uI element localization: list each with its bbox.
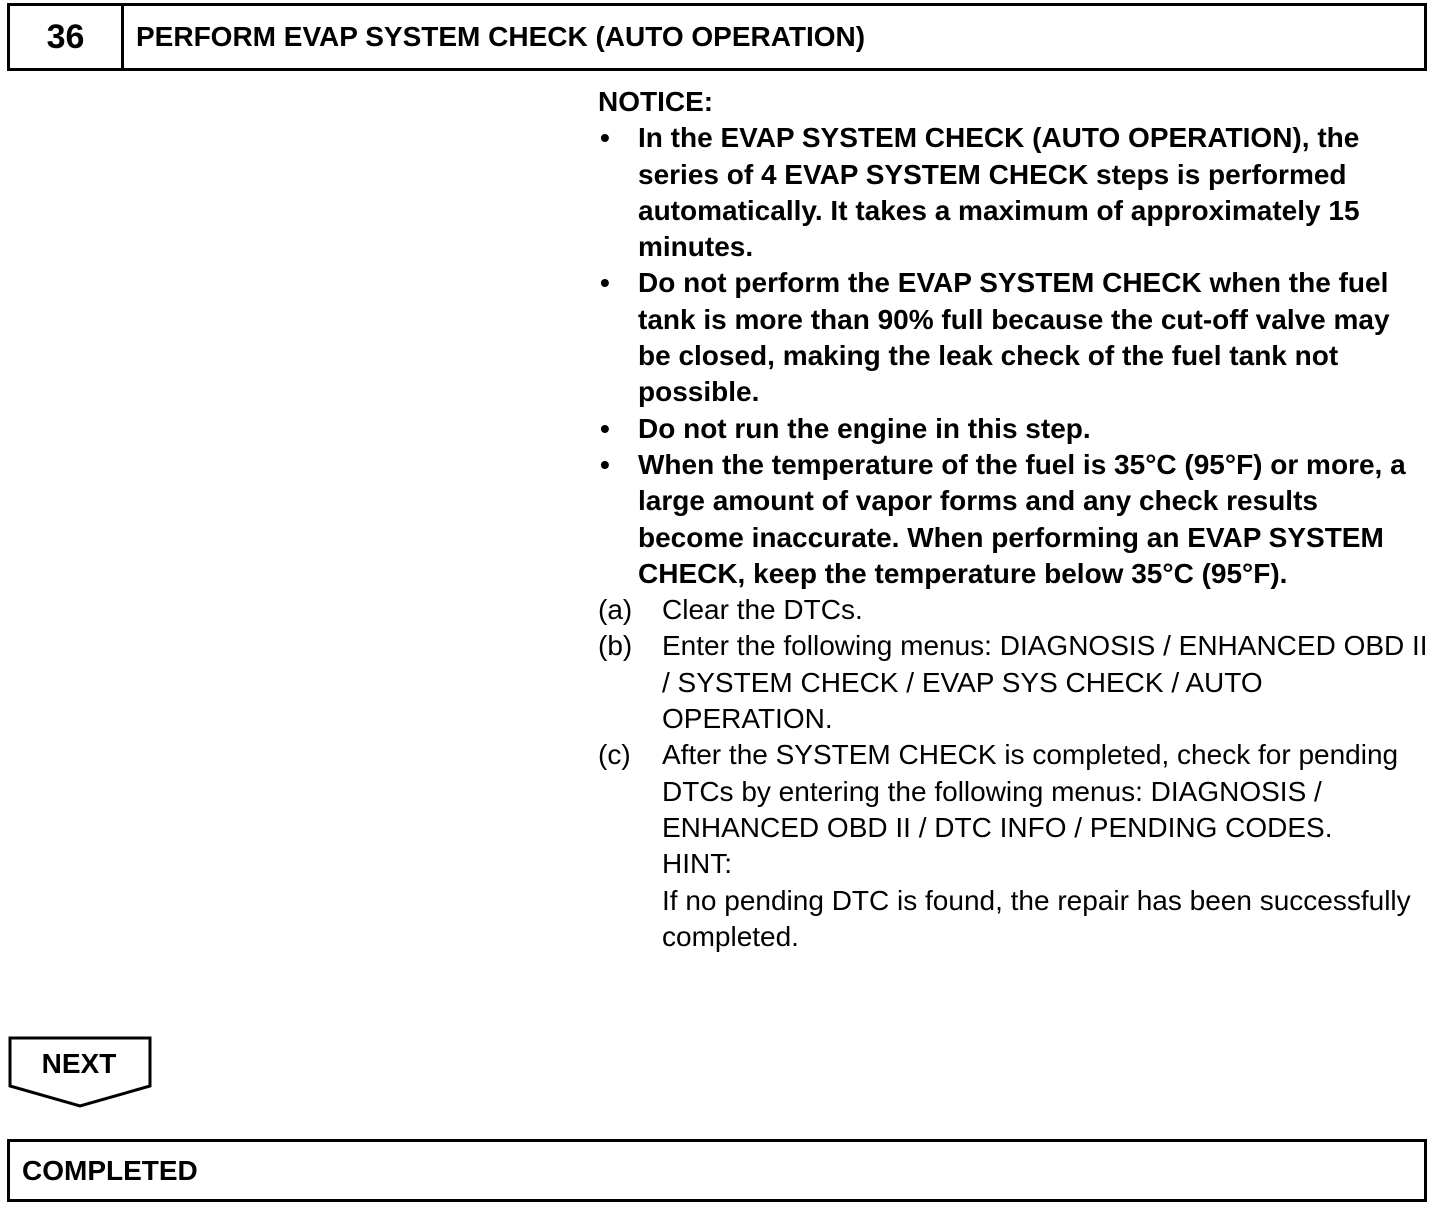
step-letter: (c) bbox=[598, 739, 631, 771]
notice-item bbox=[598, 447, 1428, 592]
notice-list bbox=[598, 120, 1428, 592]
bullet-icon: • bbox=[600, 448, 610, 480]
next-label: NEXT bbox=[41, 1048, 117, 1079]
completed-label: COMPLETED bbox=[22, 1154, 198, 1186]
notice-item bbox=[598, 411, 1428, 447]
procedure-content bbox=[598, 84, 1428, 955]
step-list bbox=[598, 592, 1428, 955]
notice-item bbox=[598, 120, 1428, 265]
step-letter: (b) bbox=[598, 630, 633, 662]
step-text: Enter the following menus: DIAGNOSIS / ENHANCED OBD II / SYSTEM CHECK / EVAP SYS CHECK / AUTO OPERATION. bbox=[662, 630, 1428, 735]
hint-label: HINT: bbox=[662, 848, 732, 880]
step-number: 36 bbox=[10, 6, 124, 68]
step-header bbox=[7, 3, 1427, 71]
notice-item-text: When the temperature of the fuel is 35°C (95°F) or more, a large amount of vapor forms and any check results become inaccurate. When performing an EVAP SYSTEM CHECK, keep the temperature below 35°C (95°F). bbox=[638, 448, 1406, 589]
step-item bbox=[598, 737, 1428, 955]
bullet-icon: • bbox=[600, 267, 610, 299]
notice-item bbox=[598, 265, 1428, 410]
completed-box bbox=[7, 1139, 1427, 1202]
bullet-icon: • bbox=[600, 412, 610, 444]
bullet-icon: • bbox=[600, 122, 610, 154]
step-text-block bbox=[662, 737, 1428, 955]
next-button[interactable] bbox=[8, 1036, 154, 1110]
step-text: Clear the DTCs. bbox=[662, 594, 863, 626]
step-text: After the SYSTEM CHECK is completed, check for pending DTCs by entering the following menus: DIAGNOSIS / ENHANCED OBD II / DTC INFO / PENDING CODES. bbox=[662, 739, 1399, 843]
step-title: PERFORM EVAP SYSTEM CHECK (AUTO OPERATION) bbox=[136, 21, 866, 52]
notice-item-text: Do not run the engine in this step. bbox=[638, 412, 1091, 444]
step-letter: (a) bbox=[598, 594, 633, 626]
notice-item-text: In the EVAP SYSTEM CHECK (AUTO OPERATION), the series of 4 EVAP SYSTEM CHECK steps is performed automatically. It takes a maximum of approximately 15 minutes. bbox=[638, 122, 1360, 263]
hint-text: If no pending DTC is found, the repair has been successfully completed. bbox=[662, 884, 1411, 952]
step-item bbox=[598, 628, 1428, 737]
step-item bbox=[598, 592, 1428, 628]
notice-title: NOTICE: bbox=[598, 86, 714, 117]
notice-item-text: Do not perform the EVAP SYSTEM CHECK when the fuel tank is more than 90% full because the cut-off valve may be closed, making the leak check of the fuel tank not possible. bbox=[638, 267, 1390, 408]
